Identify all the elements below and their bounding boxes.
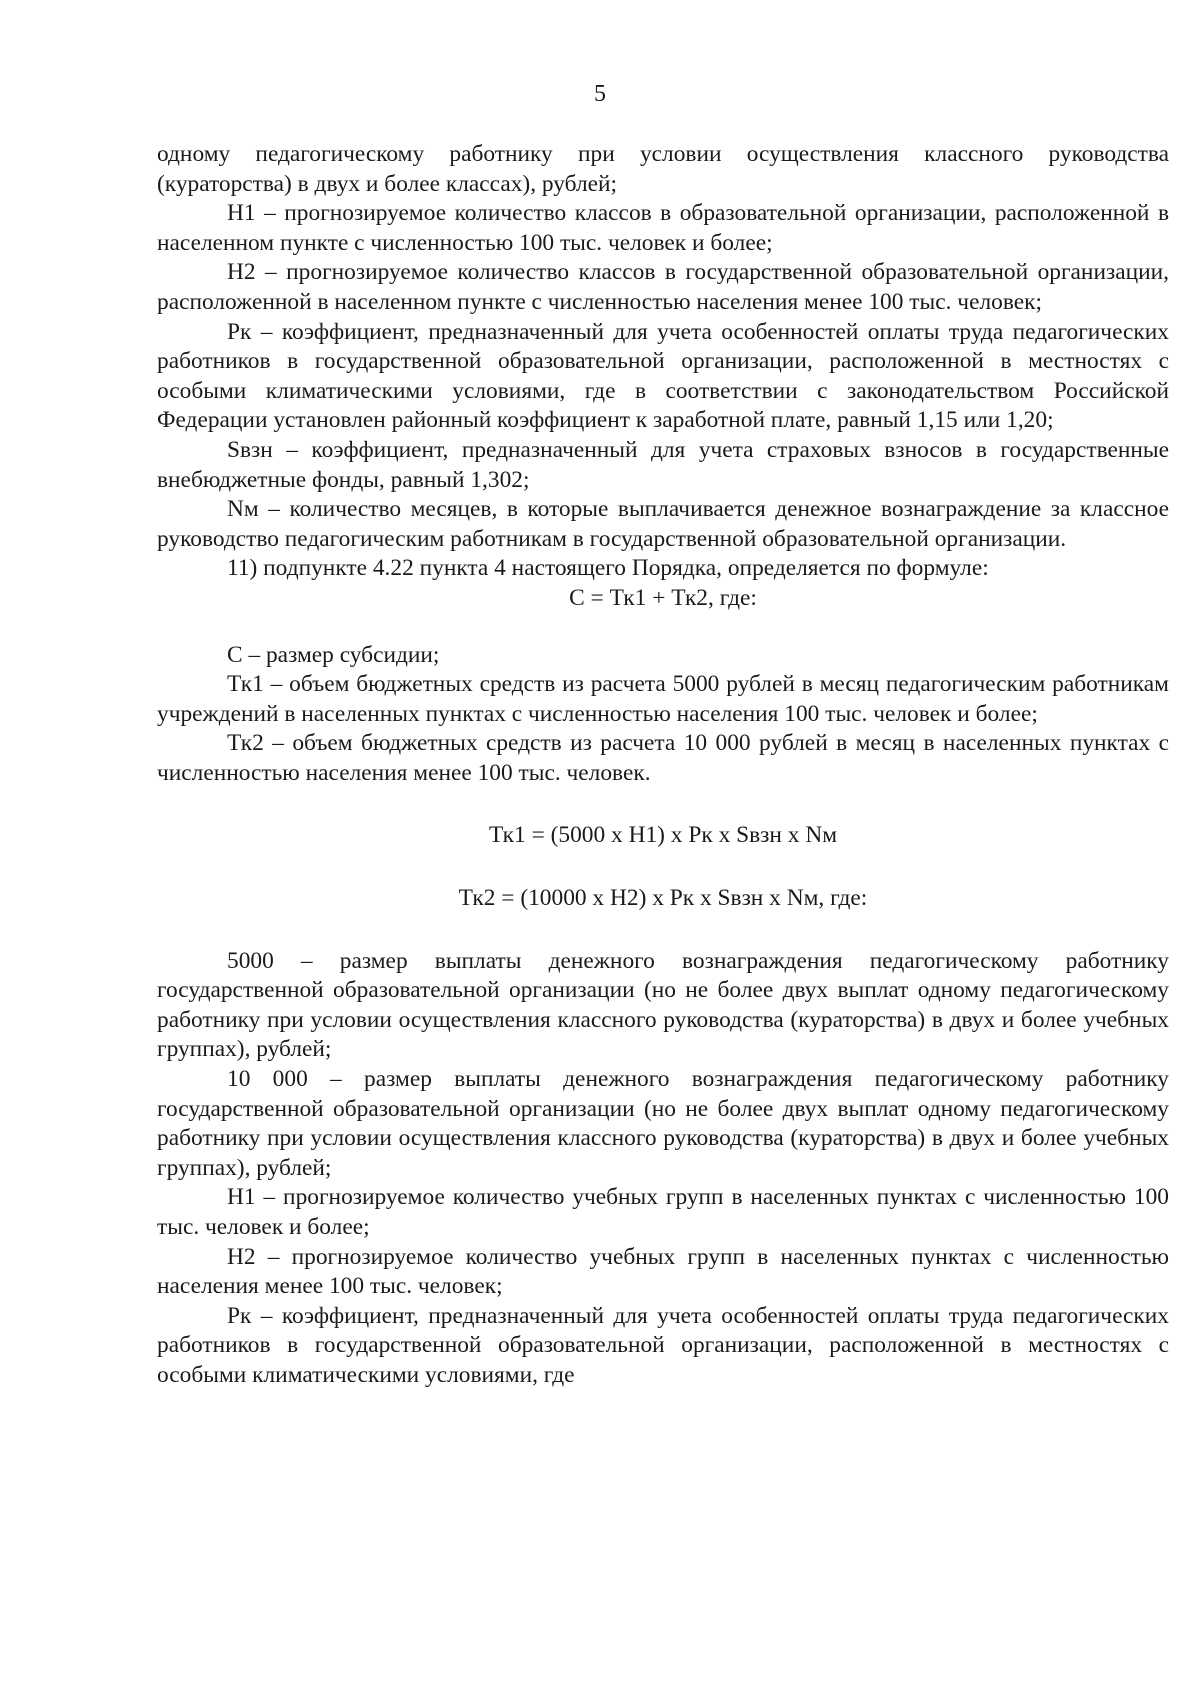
page-number: 5 [594, 81, 606, 107]
paragraph-tk2-definition: Тк2 – объем бюджетных средств из расчета 10 000 рублей в месяц в населенных пунктах с численностью населения менее 100 тыс. человек. [157, 730, 1169, 786]
paragraph-n2-groups: Н2 – прогнозируемое количество учебных групп в населенных пунктах с численностью населения менее 100 тыс. человек; [157, 1243, 1169, 1300]
spacer [157, 614, 1169, 641]
paragraph-10000-definition: 10 000 – размер выплаты денежного вознаграждения педагогическому работнику государственной образовательной организации (но не более двух выплат одному педагогическому работнику при условии осуществления классного руководства (кураторства) в двух и более учебных группах), рублей; [157, 1066, 1169, 1181]
paragraph-subitem-11: 11) подпункте 4.22 пункта 4 настоящего Порядка, определяется по формуле: [227, 555, 989, 582]
paragraph-svzn-coefficient: Sвзн – коэффициент, предназначенный для учета страховых взносов в государственные внебюджетные фонды, равный 1,302; [157, 436, 1169, 493]
spacer [157, 851, 1169, 884]
paragraph-nm-months: Nм – количество месяцев, в которые выплачивается денежное вознаграждение за классное руководство педагогическим работникам в государственной образовательной организации. [157, 496, 1169, 552]
spacer [157, 914, 1169, 947]
formula-tk1: Тк1 = (5000 х Н1) х Рк х Sвзн х Nм [488, 822, 838, 849]
spacer [157, 788, 1169, 821]
paragraph-c-definition: С – размер субсидии; [227, 641, 440, 668]
paragraph-n1-classes: Н1 – прогнозируемое количество классов в образовательной организации, расположенной в населенном пункте с численностью 100 тыс. человек и более; [157, 200, 1169, 256]
paragraph-continuation: одному педагогическому работнику при условии осуществления классного руководства (кураторства) в двух и более классах), рублей; [157, 141, 1169, 197]
document-body [157, 140, 1169, 1391]
paragraph-rk-coefficient-2: Рк – коэффициент, предназначенный для учета особенностей оплаты труда педагогических работников в государственной образовательной организации, расположенной в местностях с особыми климатическими условиями, где [157, 1302, 1169, 1388]
paragraph-n2-classes: Н2 – прогнозируемое количество классов в государственной образовательной организации, расположенной в населенном пункте с численностью населения менее 100 тыс. человек; [157, 259, 1169, 315]
paragraph-tk1-definition: Тк1 – объем бюджетных средств из расчета 5000 рублей в месяц педагогическим работникам учреждений в населенных пунктах с численностью населения 100 тыс. человек и более; [157, 671, 1169, 727]
formula-c: С = Тк1 + Тк2, где: [569, 584, 757, 611]
formula-tk2: Тк2 = (10000 х Н2) х Рк х Sвзн х Nм, где: [458, 885, 868, 912]
paragraph-n1-groups: Н1 – прогнозируемое количество учебных групп в населенных пунктах с численностью 100 тыс. человек и более; [157, 1184, 1169, 1240]
paragraph-5000-definition: 5000 – размер выплаты денежного вознаграждения педагогическому работнику государственной образовательной организации (но не более двух выплат одному педагогическому работнику при условии осуществления классного руководства (кураторства) в двух и более учебных группах), рублей; [157, 947, 1169, 1063]
paragraph-rk-coefficient: Рк – коэффициент, предназначенный для учета особенностей оплаты труда педагогических работников в государственной образовательной организации, расположенной в местностях с особыми климатическими условиями, где в соответствии с законодательством Российской Федерации установлен районный коэффициент к заработной плате, равный 1,15 или 1,20; [157, 318, 1169, 434]
